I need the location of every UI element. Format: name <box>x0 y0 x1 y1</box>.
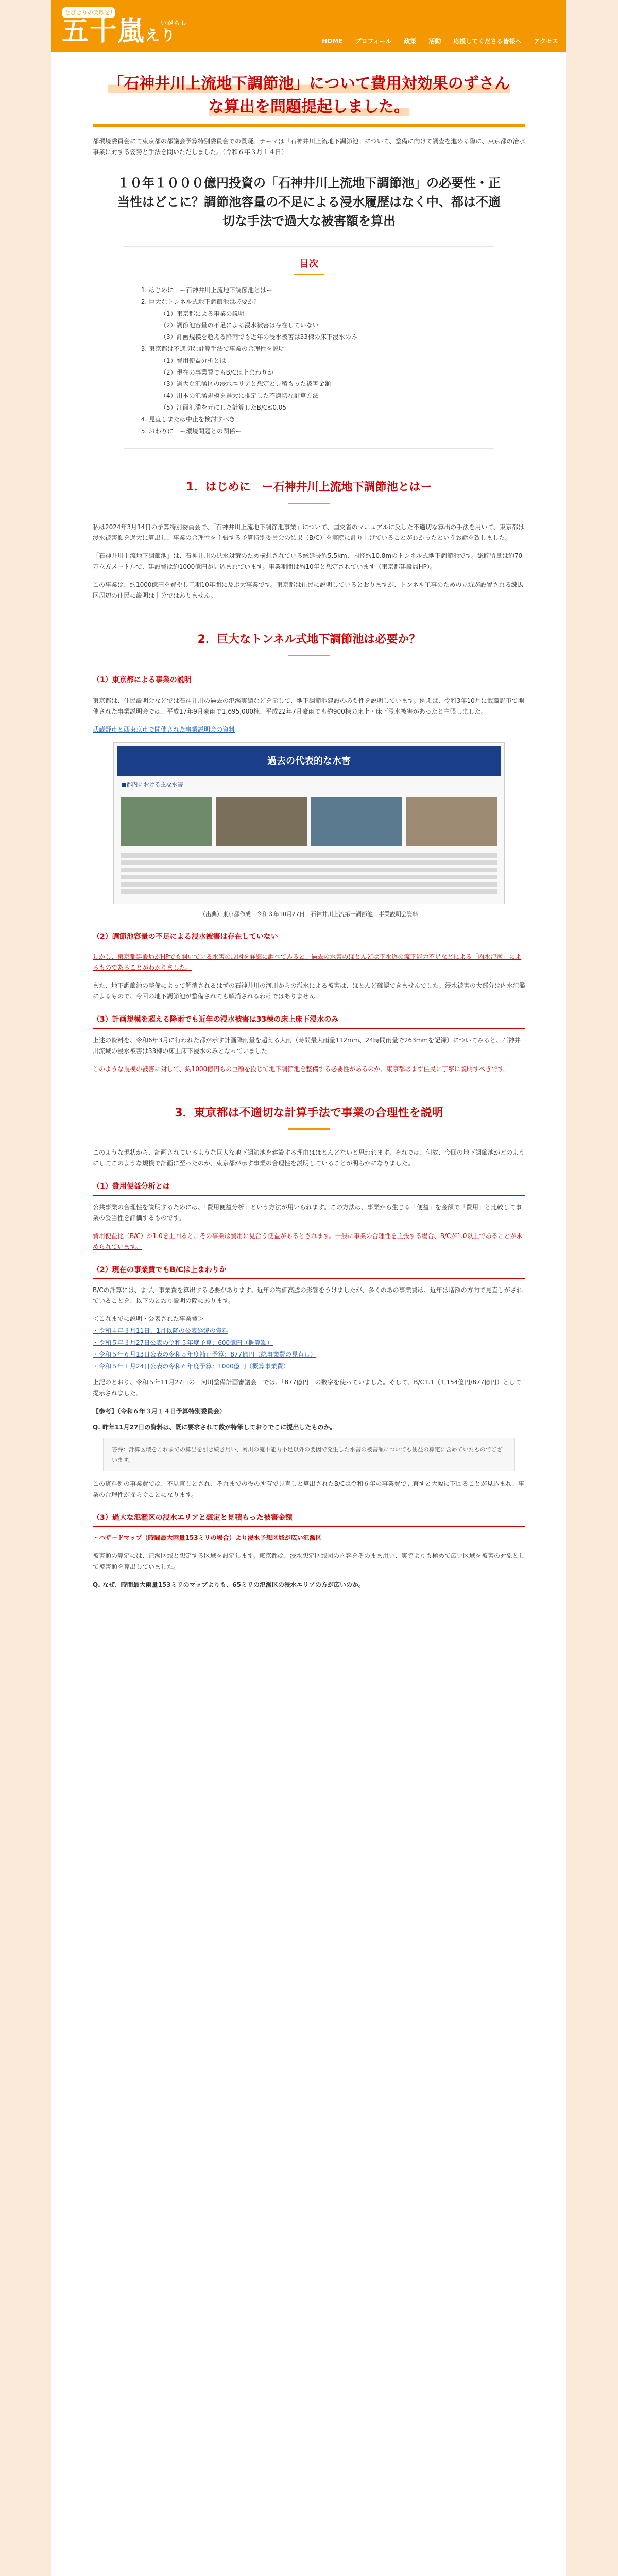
toc-subitem[interactable] <box>160 390 478 402</box>
paragraph: また、地下調節池の整備によって解消されるはずの石神井川の河川からの溢水による被害は、ほとんど確認できませんでした。浸水被害の大部分は内水氾濫によるもので、今回の地下調節池が整備されても解消されるわけではありません。 <box>93 982 526 1001</box>
paragraph: このような規模の被害に対して、約1000億円もの巨額を投じて地下調節池を整備する必要性があるのか、東京都はまず住民に丁寧に説明すべきです。 <box>93 1065 510 1073</box>
subsection-heading: （1）費用便益分析とは <box>93 1180 525 1196</box>
toc-subitem[interactable] <box>160 367 478 379</box>
paragraph: 「石神井川上流地下調節池」は、石神井川の洪水対策のため構想されている総延長約5.5km、内径約10.8mのトンネル式地下調節池です。総貯留量は約70万立方メートルで、建設費は約1000億円が見込まれています。事業期間は約10年と想定されています（東京都建設局HP）。 <box>93 552 523 570</box>
flood-photo <box>216 797 307 846</box>
figure-table-row <box>121 853 497 858</box>
toc-item[interactable] <box>149 343 478 414</box>
paragraph: このような現状から、計画されているような巨大な地下調節池を建設する理由はほとんどないと思われます。それでは、何故、今回の地下調節池がどのようにしてこのような規模で計画に至ったのか、東京都が示す事業の合理性を説明していることが明らかになりました。 <box>93 1149 525 1167</box>
nav-activity[interactable]: 活動 <box>428 38 441 45</box>
toc-link[interactable]: （2）調節池容量の不足による浸水被害は存在していない <box>160 321 319 329</box>
tagline: とびきりの笑顔を! <box>62 7 115 18</box>
figure-caption: （出典）東京都作成 令和３年10月27日 石神井川上流第一調節池 事業説明会資料 <box>200 910 418 918</box>
budget-item[interactable]: ・令和４年３月11日、1月以降の公表経緯の資料 <box>93 1327 228 1335</box>
toc-item[interactable] <box>149 296 478 343</box>
site-header <box>52 0 566 52</box>
toc-link[interactable]: （2）現在の事業費でもB/Cは上まわりか <box>160 368 274 376</box>
nav-access[interactable]: アクセス <box>534 38 558 45</box>
toc-link[interactable]: （4）川本の氾濫規模を過大に推定した不適切な計算方法 <box>160 392 319 400</box>
section-heading: 3．東京都は不適切な計算手法で事業の合理性を説明 <box>93 1104 525 1130</box>
page-title-line2: な算出を問題提起しました。 <box>209 98 409 116</box>
page-title <box>93 72 525 118</box>
toc-link[interactable]: おわりに ー環境問題との関係ー <box>149 427 242 435</box>
budget-item[interactable]: ・令和５年３月27日公表の令和５年度予算：600億円（概算額） <box>93 1339 273 1347</box>
question: Q. なぜ、時間最大雨量153ミリのマップよりも、65ミリの氾濫区の浸水エリアの方が広いのか。 <box>93 1581 365 1589</box>
nav-home[interactable]: HOME <box>322 38 343 45</box>
question: Q. 昨年11月27日の資料は、既に要求されて数が特筆しておりでこに提出したものか。 <box>93 1423 336 1431</box>
brand-ruby: いがらし <box>161 20 188 27</box>
toc-item[interactable] <box>149 426 478 437</box>
paragraph: この資料例の事業費では、不見直しとされ、それまでの役の所有で見直しと算出されたB/Cは令和６年の事業費で見直すと大幅に下回ることが見込まれ、事業の合理性が揺らぐことになります。 <box>93 1480 525 1498</box>
toc-heading: 目次 <box>300 258 318 269</box>
nav-profile[interactable]: プロフィール <box>355 38 392 45</box>
answer-quote: 答弁：計算区域をこれまでの算出を引き続き用い、河川の流下能力不足以外の要因で発生した水害の被害額についても便益の算定に含めていたものでございます。 <box>103 1438 515 1471</box>
paragraph: 被害額の算定には、氾濫区域と想定する区域を設定します。東京都は、浸水想定区域図の内容をそのまま用い、実際よりも極めて広い区域を被害の対象として被害額を算出していました。 <box>93 1552 525 1571</box>
source-link[interactable]: 武蔵野市と西東京市で開催された事業説明会の資料 <box>93 725 235 733</box>
section-heading: 2．巨大なトンネル式地下調節池は必要か？ <box>93 630 525 657</box>
subsection-heading: （2）調節池容量の不足による浸水被害は存在していない <box>93 930 525 946</box>
paragraph: 公共事業の合理性を説明するためには、「費用便益分析」という方法が用いられます。この方法は、事業から生じる「便益」を金額で「費用」と比較して事業の妥当性を評価するものです。 <box>93 1203 522 1222</box>
toc-item[interactable] <box>149 284 478 296</box>
figure-table <box>117 853 501 901</box>
toc-link[interactable]: 見直しまたは中止を検討すべき <box>149 415 235 423</box>
toc-item[interactable] <box>149 414 478 426</box>
toc-list <box>140 284 478 437</box>
figure-title: 過去の代表的な水害 <box>117 746 501 777</box>
brand-hiragana: えり <box>145 27 177 44</box>
figure-table-row <box>121 860 497 865</box>
figure-table-row <box>121 889 497 894</box>
toc-link[interactable]: 巨大なトンネル式地下調節池は必要か？ <box>149 298 260 306</box>
flood-photo <box>121 797 212 846</box>
intro-paragraph: 都環境委員会にて東京都の都議会予算特別委員会での質疑。テーマは「石神井川上流地下調節池」について、整備に向けて調査を進める際に、東京都の治水事業に対する姿勢と手法を問いただしました。（令和６年３月１４日） <box>93 138 525 156</box>
article-body <box>52 127 566 1604</box>
paragraph: 費用便益比（B/C）が1.0を上回ると、その事業は費用に見合う便益があるとされます。一般に事業の合理性を主張する場合、B/Cが1.0以上であることが求められています。 <box>93 1232 523 1250</box>
paragraph: 私は2024年3月14日の予算特別委員会で、「石神井川上流地下調節池事業」について、国交省のマニュアルに反した不適切な算出の手法を用いて、東京都は浸水被害額を過大に算出し、事業の合理性を主張する予算特別委員会の結果（B/C）を実際に計り上げていることがわかったというお話を致しました。 <box>93 523 525 541</box>
budget-item[interactable]: ・令和５年６月13日公表の令和５年度補正予算：877億円（総事業費の見直し） <box>93 1351 317 1359</box>
brand-kanji: 五十嵐 <box>62 15 146 47</box>
paragraph: 上述の資料を、令和6年3月に行われた都が示す計画降雨量を超える大雨（時間最大雨量112mm、24時間雨量で263mmを記録）についてみると、石神井川流域の浸水被害は33棟の床上床下浸水のみとなっていました。 <box>93 1036 521 1055</box>
page-title-line1: 「石神井川上流地下調節池」について費用対効果のずさん <box>108 75 510 93</box>
paragraph: しかし、東京都建設局がHPでも開いている水害の原因を詳細に調べてみると、過去の水害のほとんどは下水道の流下能力不足などによる「内水氾濫」によるものであることがわかりました。 <box>93 953 522 972</box>
figure-table-row <box>121 875 497 879</box>
paragraph: ・ハザードマップ（時間最大雨量153ミリの場合）より浸水予想区域が広い氾濫区 <box>93 1534 322 1542</box>
figure-subtitle: ■都内における主な水害 <box>121 781 183 788</box>
paragraph: この事業は、約1000億円を費やし工期10年間に及ぶ大事業です。東京都は住民に説明しているとおりますが、トンネル工事のための立坑が設置される練馬区周辺の住民に説明は十分ではありません。 <box>93 581 524 599</box>
toc-link[interactable]: （5）江面氾濫を元にした計算したB/C≦0.05 <box>160 404 287 412</box>
budget-list <box>93 1314 525 1372</box>
toc-subitem[interactable] <box>160 402 478 414</box>
toc-link[interactable]: （1）東京都による事業の説明 <box>160 310 245 317</box>
paragraph: 東京都は、住民説明会などでは石神井川の過去の氾濫実績などを示して、地下調節池建設の必要性を説明しています。例えば、令和3年10月に武蔵野市で開催された事業説明会では、平成17年9月豪雨で1,695,000棟、平成22年7月豪雨でも約900棟の床上・床下浸水被害があったと主張しました。 <box>93 697 524 715</box>
paragraph: 上記のとおり、令和５年11月27日の「河川整備計画審議会」では、「877億円」の数字を使っていました。そして、B/C1.1（1,154億円/877億円）として提示されました。 <box>93 1379 522 1397</box>
table-of-contents <box>124 246 494 449</box>
budget-item[interactable]: ・令和６年１月24日公表の令和６年度予算：1000億円（概算事業費） <box>93 1363 289 1370</box>
toc-link[interactable]: （1）費用便益分析とは <box>160 357 226 364</box>
lead-heading: １０年１０００億円投資の「石神井川上流地下調節池」の必要性・正当性はどこに？調節池容量の不足による浸水履歴はなく中、都は不適切な手法で過大な被害額を算出 <box>117 175 501 229</box>
page-wrapper <box>52 0 566 2576</box>
toc-link[interactable]: 東京都は不適切な計算手法で事業の合理性を説明 <box>149 345 285 353</box>
nav-policy[interactable]: 政策 <box>404 38 417 45</box>
main-nav <box>322 36 558 47</box>
subsection-heading: （3）計画規模を超える降雨でも近年の浸水被害は33棟の床上床下浸水のみ <box>93 1013 525 1029</box>
qa-heading: 【参考】（令和６年３月１４日予算特別委員会） <box>93 1408 226 1415</box>
toc-subitem[interactable] <box>160 355 478 367</box>
toc-divider <box>294 274 324 275</box>
subsection-heading: （1）東京都による事業の説明 <box>93 674 525 689</box>
nav-supporters[interactable]: 応援してくださる皆様へ <box>453 38 522 45</box>
toc-subitem[interactable] <box>160 331 478 343</box>
paragraph: B/Cの計算には、まず、事業費を算出する必要があります。近年の物価高騰の影響をうけましたが、多くのあの事業費は、近年は増額の方向で見直しがされていることを、以下のとおり説明の際にあります。 <box>93 1286 523 1305</box>
section-heading: 1．はじめに ー石神井川上流地下調節池とはー <box>93 478 525 504</box>
subsection-heading: （3）過大な氾濫区の浸水エリアと想定と見積もった被害金額 <box>93 1512 525 1527</box>
brand-name <box>62 15 203 47</box>
subsection-heading: （2）現在の事業費でもB/Cは上まわりか <box>93 1264 525 1279</box>
figure-photos <box>117 793 501 851</box>
toc-subitem[interactable] <box>160 319 478 331</box>
flood-history-figure <box>113 742 505 904</box>
flood-photo <box>311 797 402 846</box>
figure-table-row <box>121 868 497 872</box>
toc-subitem[interactable] <box>160 308 478 320</box>
figure-table-row <box>121 882 497 887</box>
toc-link[interactable]: （3）計画規模を超える降雨でも近年の浸水被害は33棟の床下浸水のみ <box>160 333 357 341</box>
budget-intro: ＜これまでに説明・公表された事業費＞ <box>93 1315 204 1323</box>
toc-link[interactable]: はじめに ー石神井川上流地下調節池とはー <box>149 286 273 294</box>
flood-photo <box>406 797 497 846</box>
toc-link[interactable]: （3）過大な氾濫区の浸水エリアと想定と見積もった被害金額 <box>160 380 331 388</box>
toc-subitem[interactable] <box>160 378 478 390</box>
site-logo[interactable] <box>62 7 203 45</box>
